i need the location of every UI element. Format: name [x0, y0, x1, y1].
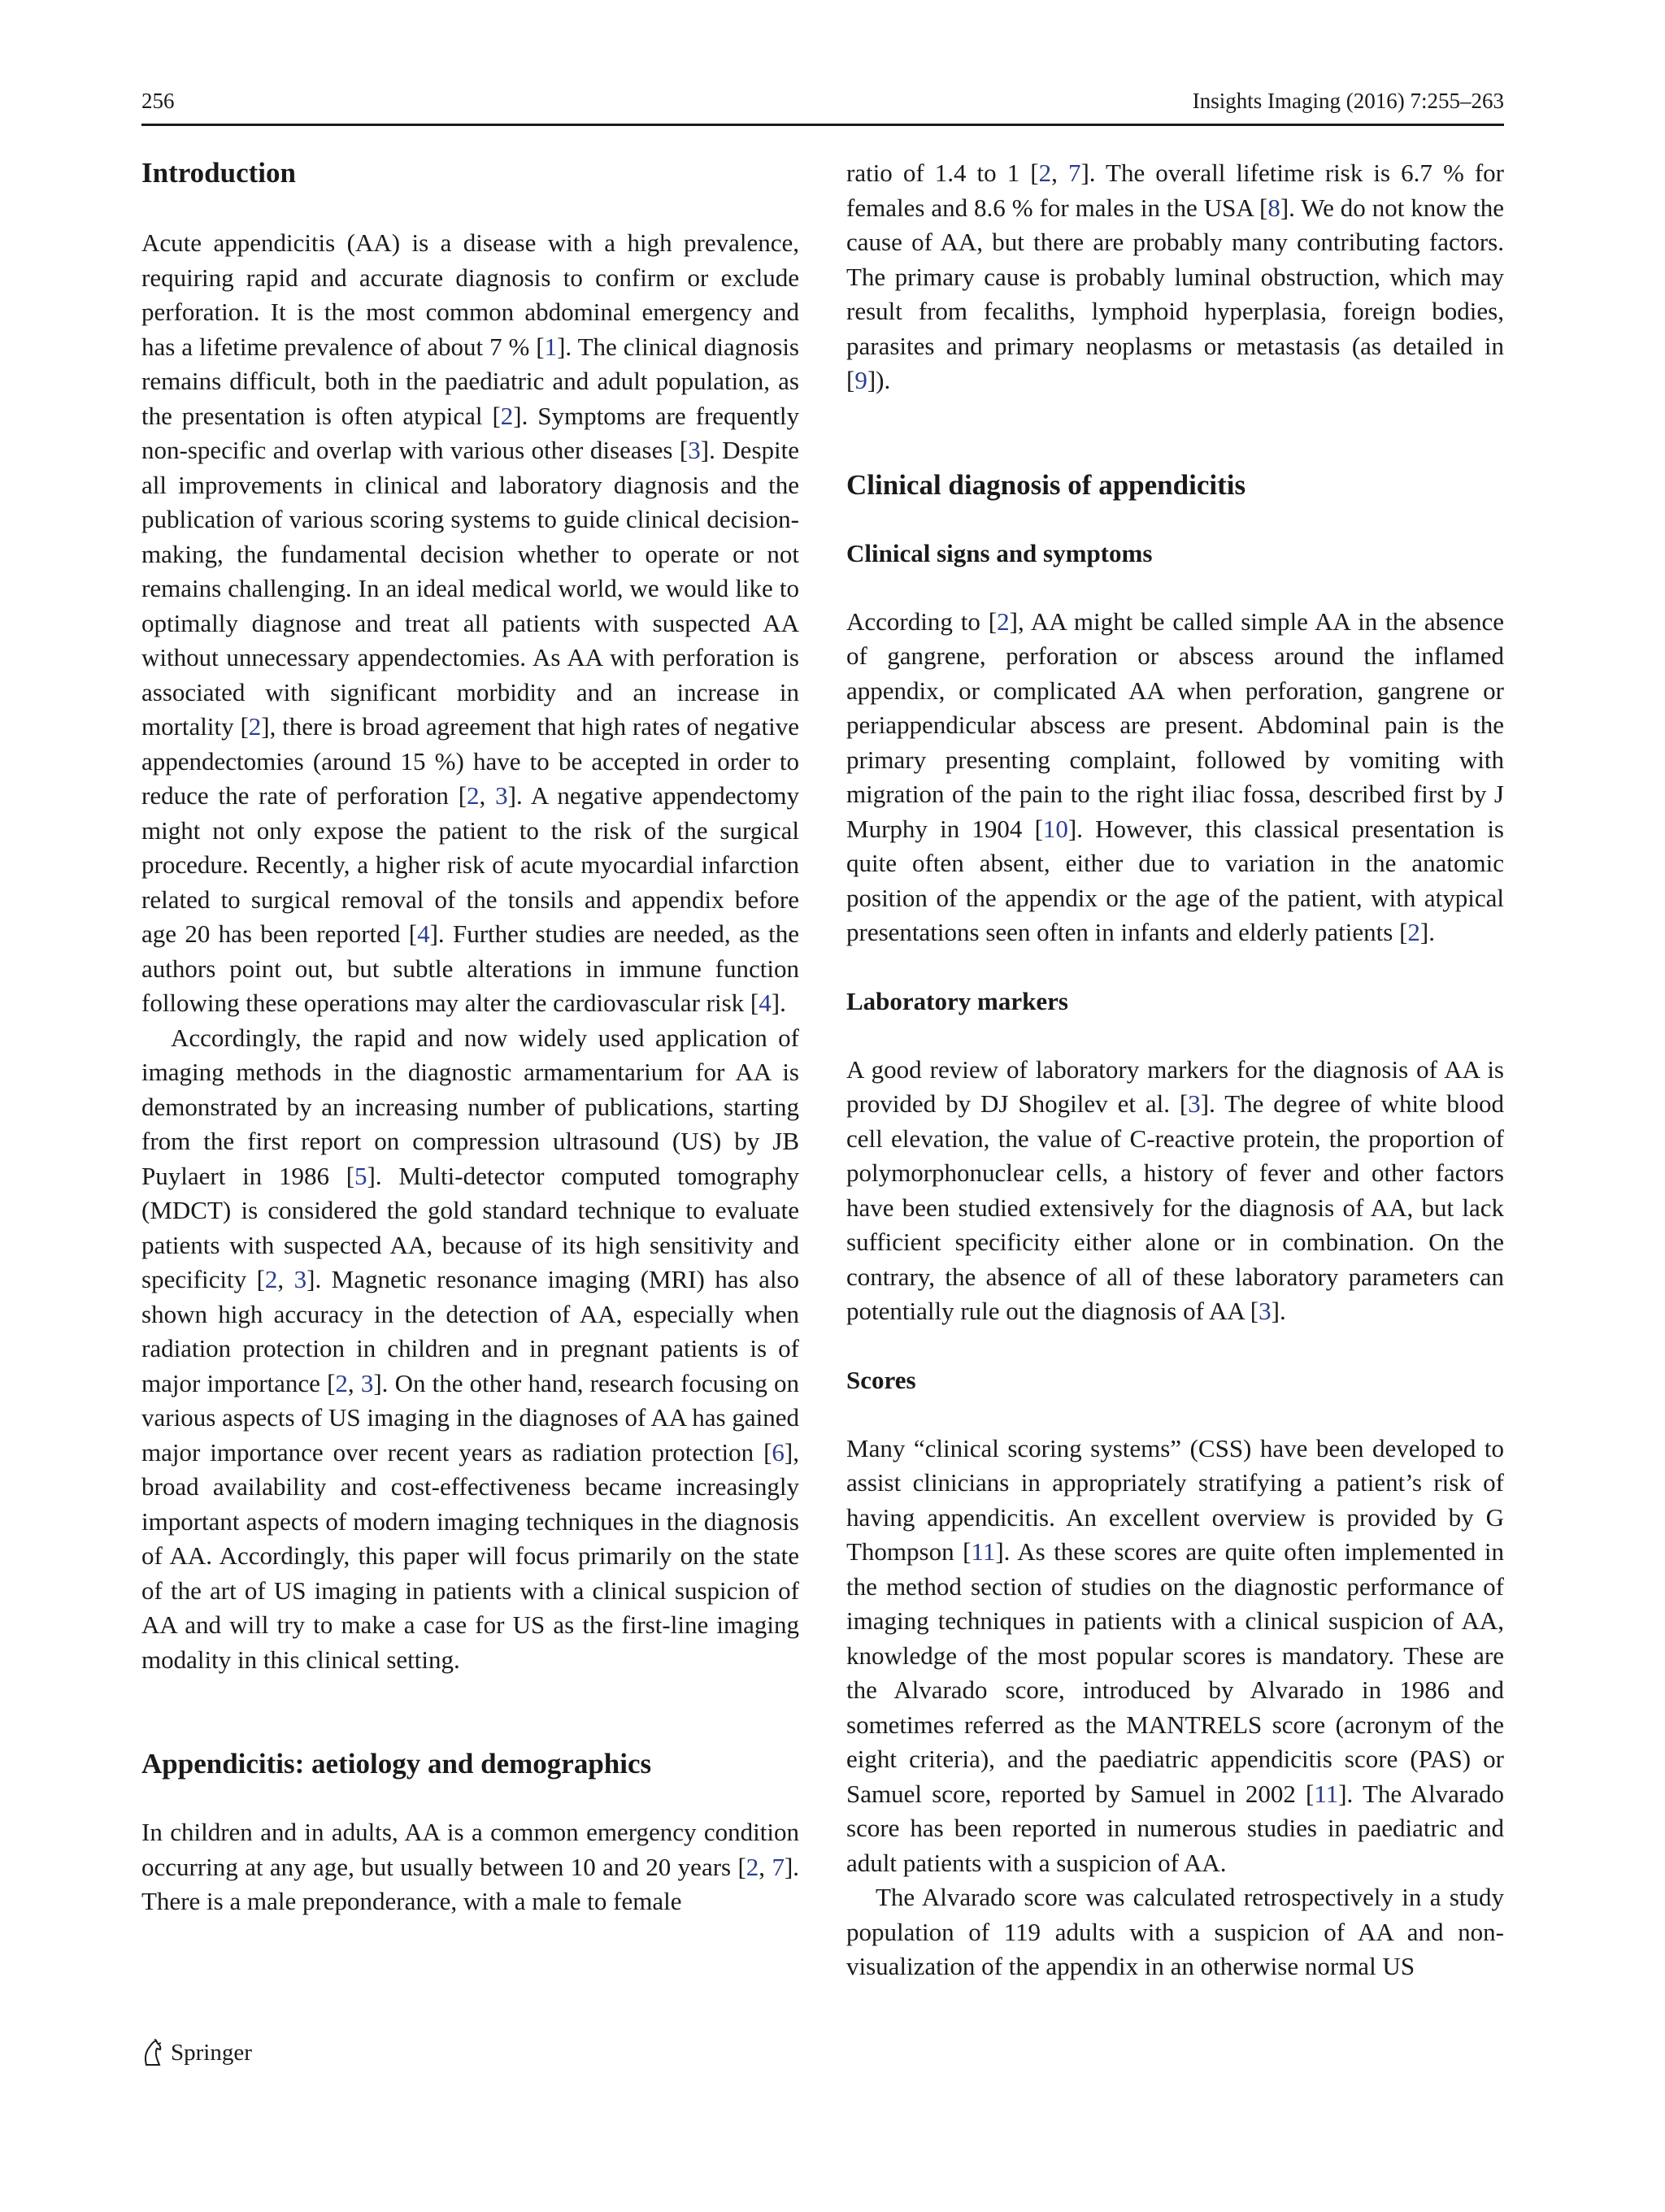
paragraph: Acute appendicitis (AA) is a disease with a high prevalence, requiring rapid and accurate diagnosis to confirm or exclude perforation. It is the most common abdominal emergency and has a lifetime prevalence of about 7 % [1]. The clinical diagnosis remains difficult, both in the paediatric and adult population, as the presentation is often atypical [2]. Symptoms are frequently non-specific and overlap with various other diseases [3]. Despite all improvements in clinical and laboratory diagnosis and the publication of various scoring systems to guide clinical decision-making, the fundamental decision whether to operate or not remains challenging. In an ideal medical world, we would like to optimally diagnose and treat all patients with suspected AA without unnecessary appendectomies. As AA with perforation is associated with significant morbidity and an increase in mortality [2], there is broad agreement that high rates of negative appendectomies (around 15 %) have to be accepted in order to reduce the rate of perforation [2, 3]. A negative appendectomy might not only expose the patient to the risk of the surgical procedure. Recently, a higher risk of acute myocardial infarction related to surgical removal of the tonsils and appendix before age 20 has been reported [4]. Further studies are needed, as the authors point out, but subtle alterations in immune function following these operations may alter the cardiovascular risk [4].	[141, 228, 800, 1017]
right-column	[846, 156, 1504, 1984]
citation-ref-link[interactable]: 2	[335, 1368, 348, 1397]
citation-ref-link[interactable]: 10	[1042, 814, 1068, 843]
citation-ref-link[interactable]: 8	[1267, 193, 1280, 222]
section-heading-clinical-diagnosis: Clinical diagnosis of appendicitis	[846, 468, 1246, 501]
citation-ref-link[interactable]: 2	[264, 1265, 278, 1293]
citation-ref-link[interactable]: 4	[417, 919, 430, 948]
citation-ref-link[interactable]: 2	[1407, 918, 1420, 946]
citation-ref-link[interactable]: 3	[688, 436, 701, 464]
paragraph: A good review of laboratory markers for the diagnosis of AA is provided by DJ Shogilev et al. [3]. The degree of white blood cell elevation, the value of C-reactive protein, the proportion of polymorphonuclear cells, a history of fever and other factors have been studied extensively for the diagnosis of AA, but lack sufficient specificity either alone or in combination. On the contrary, the absence of all of these laboratory parameters can potentially rule out the diagnosis of AA [3].	[846, 1054, 1504, 1325]
running-header	[141, 87, 1504, 123]
citation-ref-link[interactable]: 2	[500, 401, 514, 430]
citation-ref-link[interactable]: 4	[759, 989, 772, 1017]
section-heading-introduction: Introduction	[141, 157, 296, 189]
section-heading-aetiology: Appendicitis: aetiology and demographics	[141, 1748, 652, 1780]
citation-ref-link[interactable]: 2	[1038, 159, 1052, 187]
subsection-heading-laboratory: Laboratory markers	[846, 986, 1068, 1015]
citation-ref-link[interactable]: 3	[1188, 1089, 1201, 1118]
citation-ref-link[interactable]: 1	[544, 332, 558, 361]
paragraph: In children and in adults, AA is a common emergency condition occurring at any age, but usually between 10 and 20 years [2, 7]. There is a male preponderance, with a male to female	[141, 1818, 800, 1915]
paragraph: Accordingly, the rapid and now widely used application of imaging methods in the diagnostic armamentarium for AA is demonstrated by an increasing number of publications, starting from the first report on compression ultrasound (US) by JB Puylaert in 1986 [5]. Multi-detector computed tomography (MDCT) is considered the gold standard technique to evaluate patients with suspected AA, because of its high sensitivity and specificity [2, 3]. Magnetic resonance imaging (MRI) has also shown high accuracy in the detection of AA, especially when radiation protection in children and in pregnant patients is of major importance [2, 3]. On the other hand, research focusing on various aspects of US imaging in the diagnoses of AA has gained major importance over recent years as radiation protection [6], broad availability and cost-effectiveness became increasingly important aspects of modern imaging techniques in the diagnosis of AA. Accordingly, this paper will focus primarily on the state of the art of US imaging in patients with a clinical suspicion of AA and will try to make a case for US as the first-line imaging modality in this clinical setting.	[141, 1023, 800, 1674]
header-rule	[141, 124, 1504, 126]
journal-citation: Insights Imaging (2016) 7:255–263	[1192, 89, 1504, 113]
citation-ref-link[interactable]: 3	[293, 1265, 307, 1293]
springer-horse-icon	[141, 2039, 164, 2066]
citation-ref-link[interactable]: 7	[1067, 159, 1081, 187]
citation-ref-link[interactable]: 2	[746, 1852, 759, 1881]
left-column	[141, 156, 799, 1919]
subsection-heading-scores: Scores	[846, 1365, 916, 1394]
citation-ref-link[interactable]: 6	[772, 1437, 785, 1467]
publisher-name: Springer	[171, 2040, 252, 2066]
citation-ref-link[interactable]: 2	[467, 781, 480, 810]
citation-ref-link[interactable]: 2	[248, 712, 262, 741]
citation-ref-link[interactable]: 3	[1259, 1297, 1272, 1325]
page-number: 256	[141, 89, 175, 113]
citation-ref-link[interactable]: 11	[971, 1537, 996, 1566]
paragraph: Many “clinical scoring systems” (CSS) have been developed to assist clinicians in appropriately stratifying a patient’s risk of having appendicitis. An excellent overview is provided by G Thompson [11]. As these scores are quite often implemented in the method section of studies on the diagnostic performance of imaging techniques in patients with a clinical suspicion of AA, knowledge of the most popular scores is mandatory. These are the Alvarado score, introduced by Alvarado in 1986 and sometimes referred as the MANTRELS score (acronym of the eight criteria), and the paediatric appendicitis score (PAS) or Samuel score, reported by Samuel in 2002 [11]. The Alvarado score has been reported in numerous studies in paediatric and adult patients with a suspicion of AA.	[846, 1433, 1504, 1877]
paragraph: ratio of 1.4 to 1 [2, 7]. The overall lifetime risk is 6.7 % for females and 8.6 % for males in the USA [8]. We do not know the cause of AA, but there are probably many contributing factors. The primary cause is probably luminal obstruction, which may result from fecaliths, lymphoid hyperplasia, foreign bodies, parasites and primary neoplasms or metastasis (as detailed in [9]).	[846, 159, 1505, 394]
citation-ref-link[interactable]: 2	[997, 606, 1010, 636]
citation-ref-link[interactable]: 9	[854, 366, 867, 394]
citation-ref-link[interactable]: 5	[354, 1161, 367, 1190]
paragraph: According to [2], AA might be called simple AA in the absence of gangrene, perforation or abscess around the inflamed appendix, or complicated AA when perforation, gangrene or periappendicular abscess are present. Abdominal pain is the primary presenting complaint, followed by vomiting with migration of the pain to the right iliac fossa, described first by J Murphy in 1904 [10]. However, this classical presentation is quite often absent, either due to variation in the anatomic position of the appendix or the age of the patient, with atypical presentations seen often in infants and elderly patients [2].	[846, 606, 1504, 946]
citation-ref-link[interactable]: 3	[360, 1368, 374, 1397]
citation-ref-link[interactable]: 7	[772, 1852, 785, 1881]
citation-ref-link[interactable]: 3	[495, 781, 508, 810]
subsection-heading-signs: Clinical signs and symptoms	[846, 538, 1153, 567]
citation-ref-link[interactable]: 11	[1314, 1779, 1339, 1808]
paragraph: The Alvarado score was calculated retrospectively in a study population of 119 adults with a suspicion of AA and non-visualization of the appendix in an otherwise normal US	[846, 1883, 1504, 1980]
